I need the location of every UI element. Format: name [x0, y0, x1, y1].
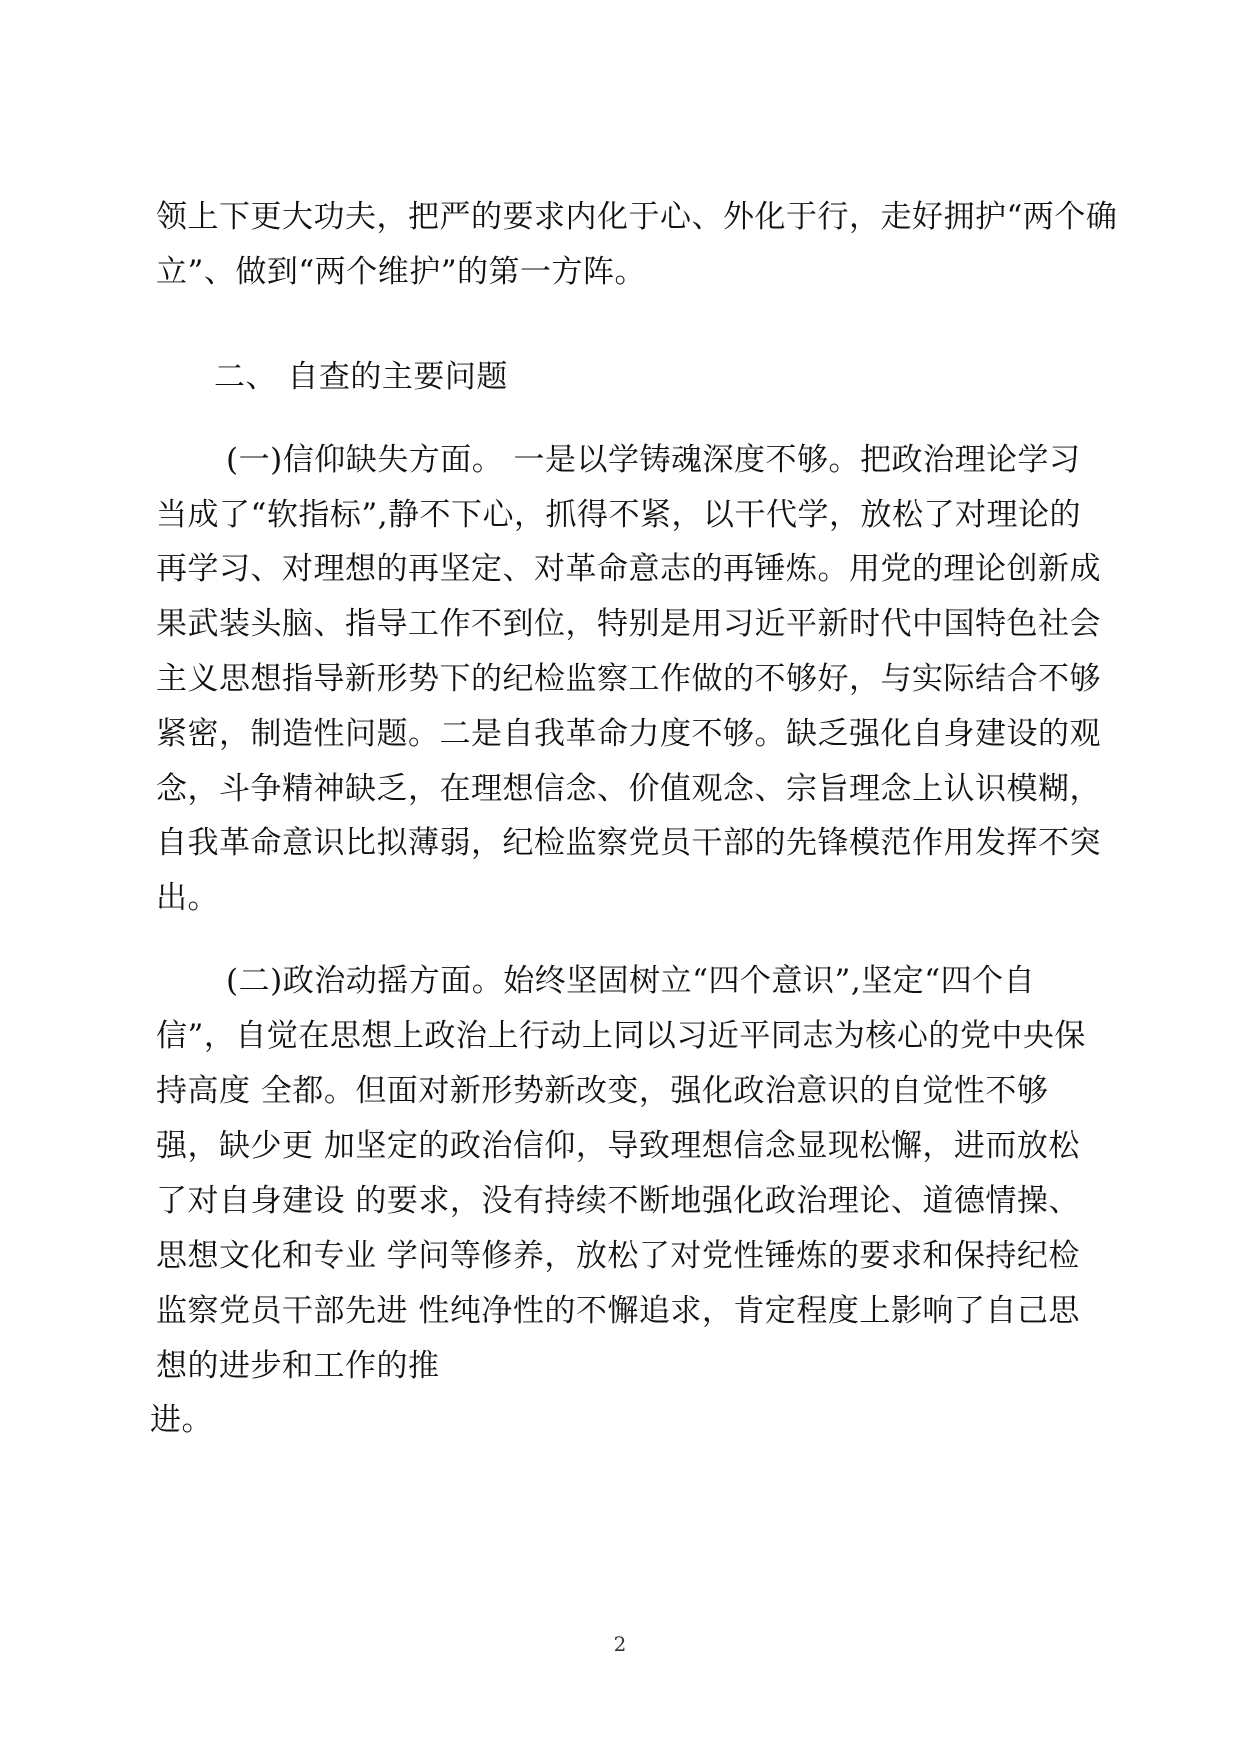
- text-line: 当成了“软指标”,静不下心，抓得不紧，以干代学，放松了对理论的: [156, 497, 1082, 533]
- text-line: 思想文化和专业 学问等修养，放松了对党性锤炼的要求和保持纪检: [156, 1238, 1080, 1274]
- text-line: 果武装头脑、指导工作不到位，特别是用习近平新时代中国特色社会: [156, 606, 1101, 642]
- text-line: 再学习、对理想的再坚定、对革命意志的再锤炼。用党的理论创新成: [156, 551, 1101, 587]
- text-line: 出。: [156, 880, 219, 916]
- text-line: 信”，自觉在思想上政治上行动上同以习近平同志为核心的党中央保: [156, 1018, 1086, 1054]
- text-line: 念，斗争精神缺乏，在理想信念、价值观念、宗旨理念上认识模糊，: [156, 771, 1101, 807]
- text-line: 监察党员干部先进 性纯净性的不懈追求，肯定程度上影响了自己思: [156, 1293, 1080, 1329]
- text-line: 持高度 全都。但面对新形势新改变，强化政治意识的自觉性不够: [156, 1073, 1049, 1109]
- text-line: 强，缺少更 加坚定的政治信仰，导致理想信念显现松懈，进而放松: [156, 1128, 1080, 1164]
- text-line: 自我革命意识比拟薄弱，纪检监察党员干部的先锋模范作用发挥不突: [156, 825, 1101, 861]
- text-line: (一)信仰缺失方面。 一是以学铸魂深度不够。把政治理论学习: [226, 442, 1081, 478]
- text-line: 领上下更大功夫，把严的要求内化于心、外化于行，走好拥护“两个确: [156, 199, 1118, 235]
- text-line: 紧密，制造性问题。二是自我革命力度不够。缺乏强化自身建设的观: [156, 716, 1101, 752]
- text-line: (二)政治动摇方面。始终坚固树立“四个意识”,坚定“四个自: [226, 963, 1036, 999]
- text-line: 了对自身建设 的要求，没有持续不断地强化政治理论、道德情操、: [156, 1183, 1080, 1219]
- text-line: 立”、做到“两个维护”的第一方阵。: [156, 254, 647, 290]
- text-line: 主义思想指导新形势下的纪检监察工作做的不够好，与实际结合不够: [156, 661, 1101, 697]
- page-number: 2: [613, 1632, 627, 1656]
- section-heading: 二、 自查的主要问题: [214, 359, 508, 395]
- text-line: 想的进步和工作的推: [156, 1348, 440, 1384]
- text-line: 进。: [150, 1402, 213, 1438]
